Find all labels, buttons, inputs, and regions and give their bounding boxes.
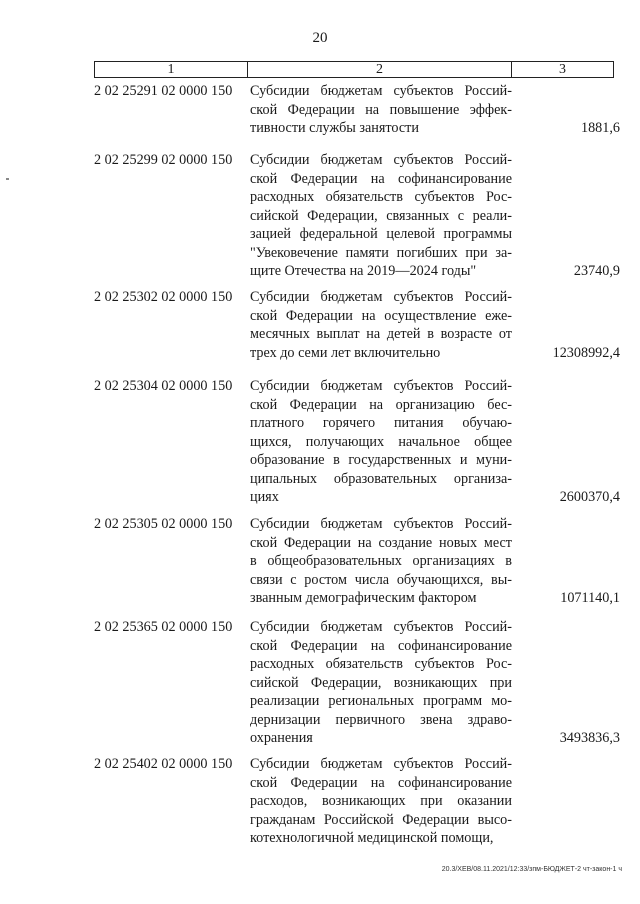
description-line: охранения [250, 730, 313, 746]
row-amount: 12308992,4 [552, 344, 620, 361]
description-line: связи с ростом числа обучающихся, вы- [250, 571, 512, 588]
description-line: Субсидии бюджетам субъектов Россий- [250, 152, 512, 168]
row-description [250, 82, 512, 138]
description-line: ской Федерации на повышение эффек- [250, 101, 512, 118]
header-col-1: 1 [95, 62, 248, 77]
row-amount: 2600370,4 [559, 489, 620, 505]
description-line: Субсидии бюджетам субъектов Россий- [250, 756, 512, 772]
scan-margin-mark [6, 178, 9, 180]
row-amount: 1881,6 [580, 120, 620, 136]
description-line: циях [250, 489, 279, 505]
description-line: месячных выплат на детей в возрасте от [250, 326, 512, 342]
description-line: расходных обязательств субъектов Рос- [250, 656, 512, 672]
row-description [250, 618, 512, 748]
row-description [250, 377, 512, 507]
budget-code: 2 02 25302 02 0000 150 [94, 289, 233, 305]
description-line: ской Федерации на софинансирование [250, 774, 512, 791]
description-line: образование в государственных и муни- [250, 452, 512, 468]
description-line: ской Федерации на создание новых мест [250, 534, 512, 551]
description-line: расходов, возникающих при оказании [250, 793, 512, 809]
description-line: "Увековечение памяти погибших при за- [250, 244, 512, 261]
description-line: платного горячего питания обучаю- [250, 415, 512, 431]
page-footer: 20.3/ХЕВ/08.11.2021/12:33/зпм-БЮДЖЕТ-2 чт-закон-1 ч [441, 866, 622, 873]
description-line: щите Отечества на 2019—2024 годы" [250, 263, 477, 279]
page-number: 20 [312, 30, 328, 46]
row-description [250, 755, 512, 848]
description-line: Субсидии бюджетам субъектов Россий- [250, 378, 512, 394]
row-description [250, 288, 512, 362]
description-line: тивности службы занятости [250, 120, 419, 136]
description-line: званным демографическим фактором [250, 590, 477, 606]
row-amount: 3493836,3 [559, 730, 620, 746]
description-line: Субсидии бюджетам субъектов Россий- [250, 619, 512, 635]
description-line: Субсидии бюджетам субъектов Россий- [250, 83, 512, 99]
description-line: ципальных образовательных организа- [250, 470, 512, 487]
description-line: ской Федерации на организацию бес- [250, 396, 512, 413]
description-line: Субсидии бюджетам субъектов Россий- [250, 516, 512, 532]
row-description [250, 151, 512, 281]
description-line: Субсидии бюджетам субъектов Россий- [250, 289, 512, 305]
table-header [94, 61, 614, 78]
description-line: котехнологичной медицинской помощи, [250, 830, 494, 846]
budget-code: 2 02 25365 02 0000 150 [94, 619, 233, 635]
header-col-2: 2 [248, 62, 512, 77]
description-line: гражданам Российской Федерации высо- [250, 811, 512, 828]
description-line: дернизации первичного звена здраво- [250, 711, 512, 728]
row-amount: 23740,9 [573, 263, 620, 279]
header-col-3: 3 [559, 62, 566, 77]
description-line: в общеобразовательных организациях в [250, 553, 512, 569]
description-line: ской Федерации на софинансирование [250, 170, 512, 187]
description-line: зацией федеральной целевой программы [250, 226, 512, 242]
description-line: сийской Федерации, возникающих при [250, 674, 512, 691]
budget-code: 2 02 25305 02 0000 150 [94, 516, 233, 532]
description-line: щихся, получающих начальное общее [250, 433, 512, 450]
row-amount: 1071140,1 [560, 590, 620, 606]
description-line: ской Федерации на осуществление еже- [250, 307, 512, 324]
description-line: расходных обязательств субъектов Рос- [250, 189, 512, 205]
budget-code: 2 02 25402 02 0000 150 [94, 756, 233, 772]
row-description [250, 515, 512, 608]
description-line: ской Федерации на софинансирование [250, 637, 512, 654]
budget-code: 2 02 25291 02 0000 150 [94, 83, 233, 99]
budget-code: 2 02 25299 02 0000 150 [94, 152, 233, 168]
budget-code: 2 02 25304 02 0000 150 [94, 378, 233, 394]
description-line: трех до семи лет включительно [250, 344, 441, 361]
description-line: реализации региональных программ мо- [250, 693, 512, 709]
description-line: сийской Федерации, связанных с реали- [250, 207, 512, 224]
